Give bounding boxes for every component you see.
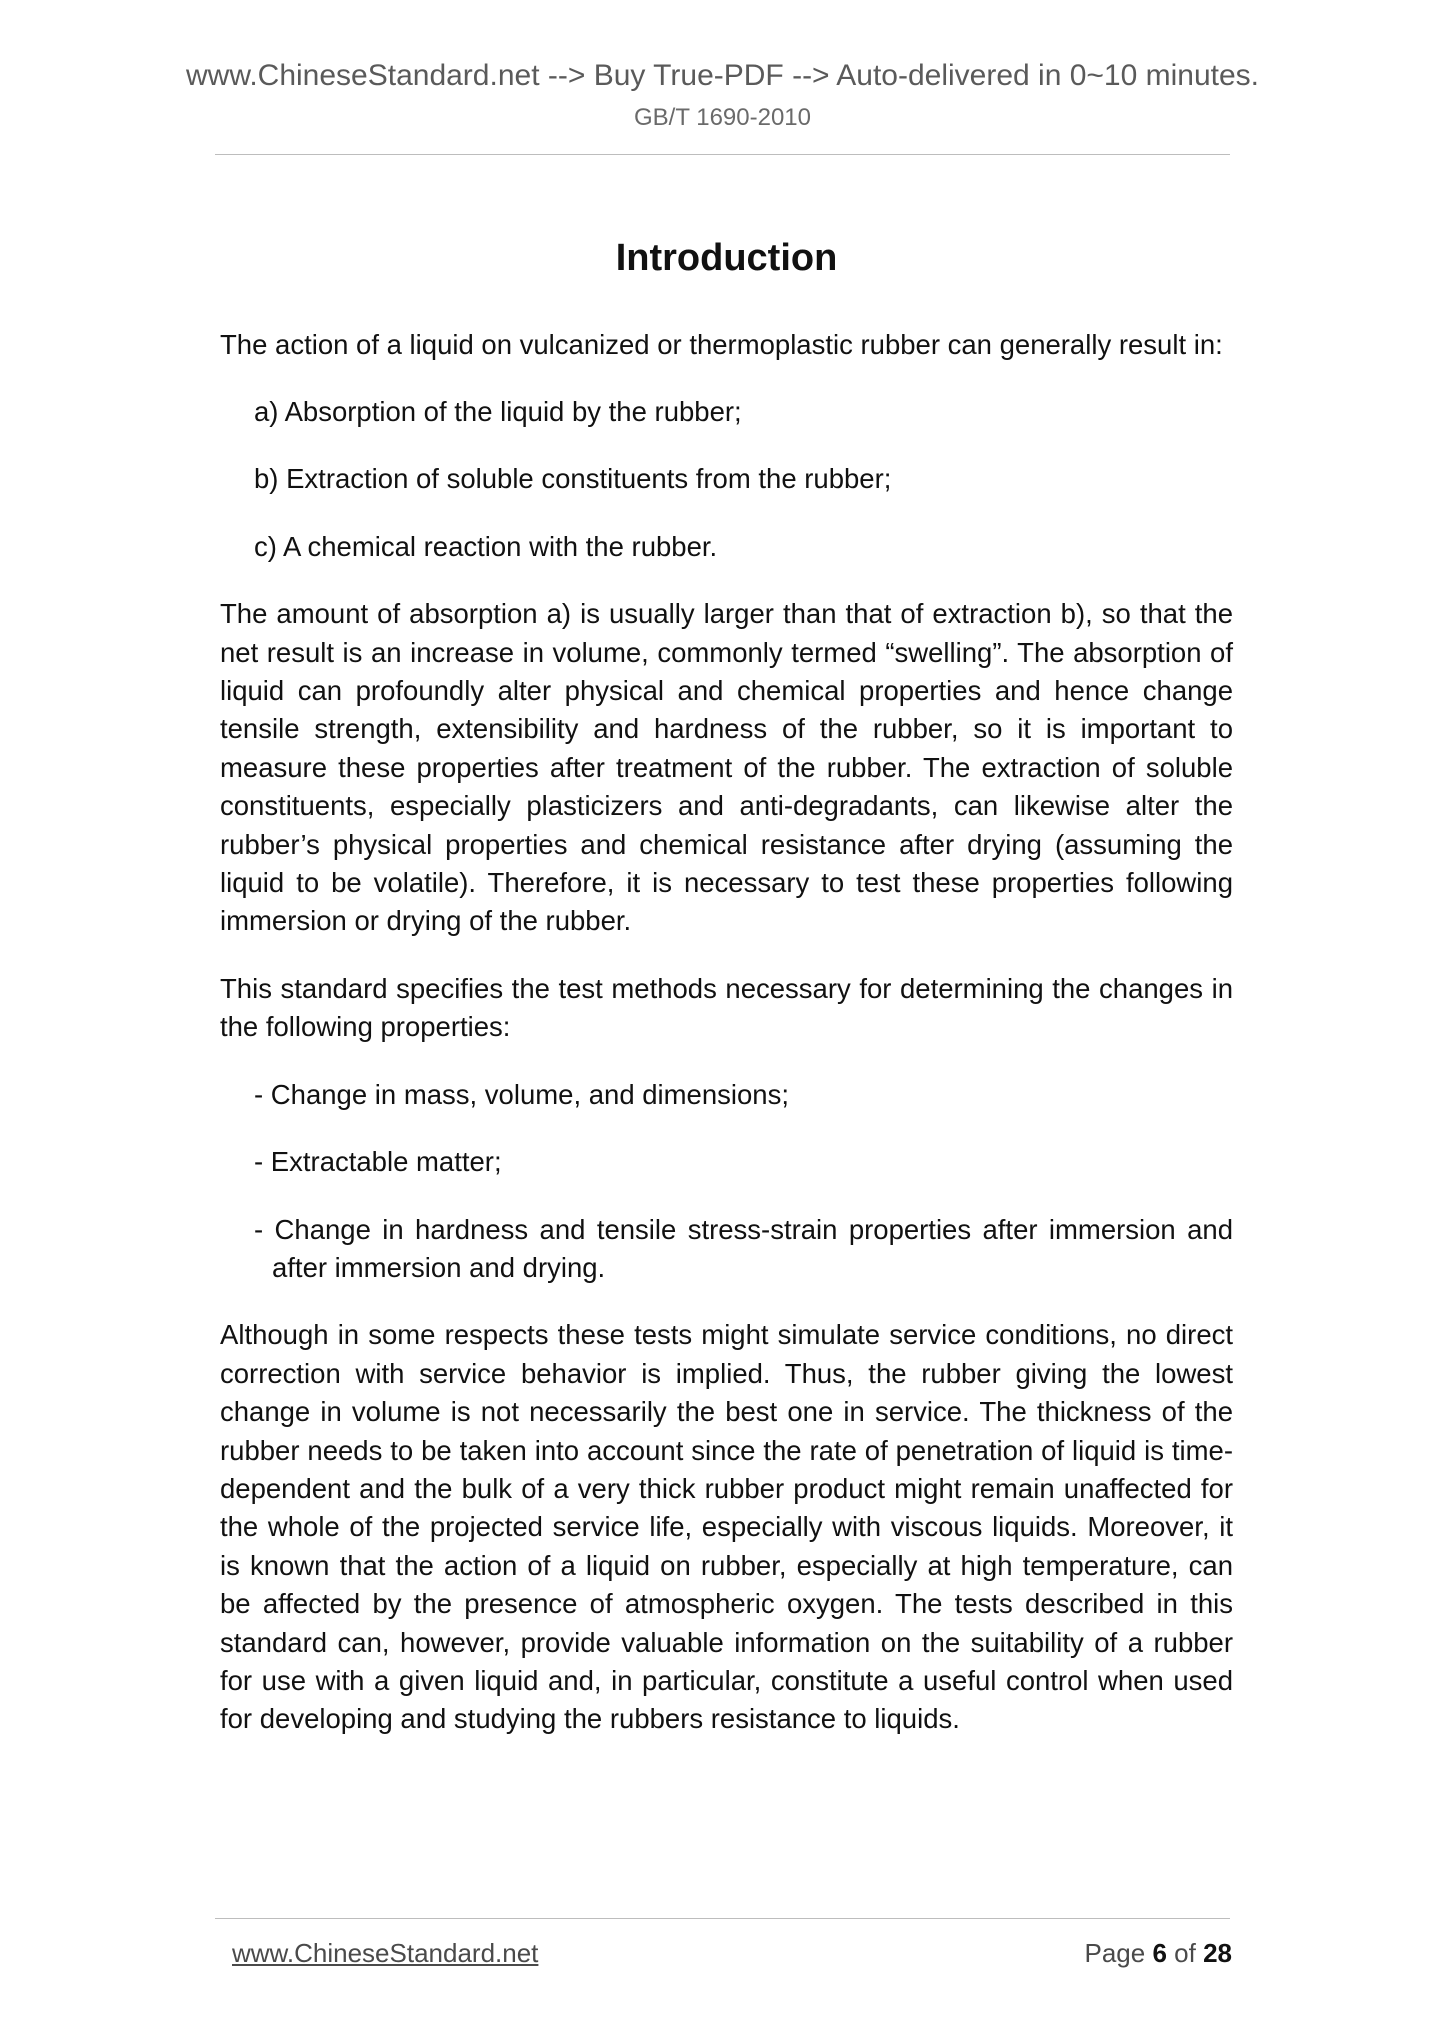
- header-divider: [215, 154, 1230, 155]
- header-banner: www.ChineseStandard.net --> Buy True-PDF --> Auto-delivered in 0~10 minutes.: [185, 59, 1260, 92]
- page-of: of: [1174, 1938, 1196, 1968]
- list-item-hardness-tensile: - Change in hardness and tensile stress-strain properties after immersion and after immersion and drying.: [254, 1213, 1233, 1283]
- page-prefix: Page: [1084, 1938, 1146, 1968]
- intro-paragraph: The action of a liquid on vulcanized or thermoplastic rubber can generally result in:: [220, 328, 1223, 360]
- footer-divider: [215, 1918, 1230, 1919]
- page-total: 28: [1203, 1938, 1232, 1968]
- list-item-chemical-reaction: c) A chemical reaction with the rubber.: [254, 530, 718, 562]
- list-item-extraction: b) Extraction of soluble constituents from the rubber;: [254, 463, 892, 495]
- page-title: Introduction: [615, 237, 838, 279]
- document-body: [220, 236, 1233, 1768]
- standard-number: GB/T 1690-2010: [633, 104, 811, 131]
- scope-paragraph: This standard specifies the test methods necessary for determining the changes in the following properties:: [220, 972, 1233, 1043]
- list-item-extractable-matter: - Extractable matter;: [254, 1146, 502, 1178]
- page-number: [1084, 1938, 1232, 1969]
- footer-website-link[interactable]: www.ChineseStandard.net: [232, 1938, 539, 1968]
- list-item-mass-volume: - Change in mass, volume, and dimensions;: [254, 1078, 789, 1110]
- page-current: 6: [1152, 1938, 1167, 1968]
- swelling-paragraph: The amount of absorption a) is usually larger than that of extraction b), so that the net result is an increase in volume, commonly termed “swelling”. The absorption of liquid can profoundly alter physical and chemical properties and hence change tensile strength, extensibility and hardness of the rubber, so it is important to measure these properties after treatment of the rubber. The extraction of soluble constituents, especially plasticizers and anti-degradants, can likewise alter the rubber’s physical properties and chemical resistance after drying (assuming the liquid to be volatile). Therefore, it is necessary to test these properties following immersion or drying of the rubber.: [220, 598, 1233, 937]
- list-item-absorption: a) Absorption of the liquid by the rubber;: [254, 396, 742, 427]
- limitations-paragraph: Although in some respects these tests might simulate service conditions, no direct correction with service behavior is implied. Thus, the rubber giving the lowest change in volume is not necessarily the best one in service. The thickness of the rubber needs to be taken into account since the rate of penetration of liquid is time-dependent and the bulk of a very thick rubber product might remain unaffected for the whole of the projected service life, especially with viscous liquids. Moreover, it is known that the action of a liquid on rubber, especially at high temperature, can be affected by the presence of atmospheric oxygen. The tests described in this standard can, however, provide valuable information on the suitability of a rubber for use with a given liquid and, in particular, constitute a useful control when used for developing and studying the rubbers resistance to liquids.: [220, 1319, 1233, 1735]
